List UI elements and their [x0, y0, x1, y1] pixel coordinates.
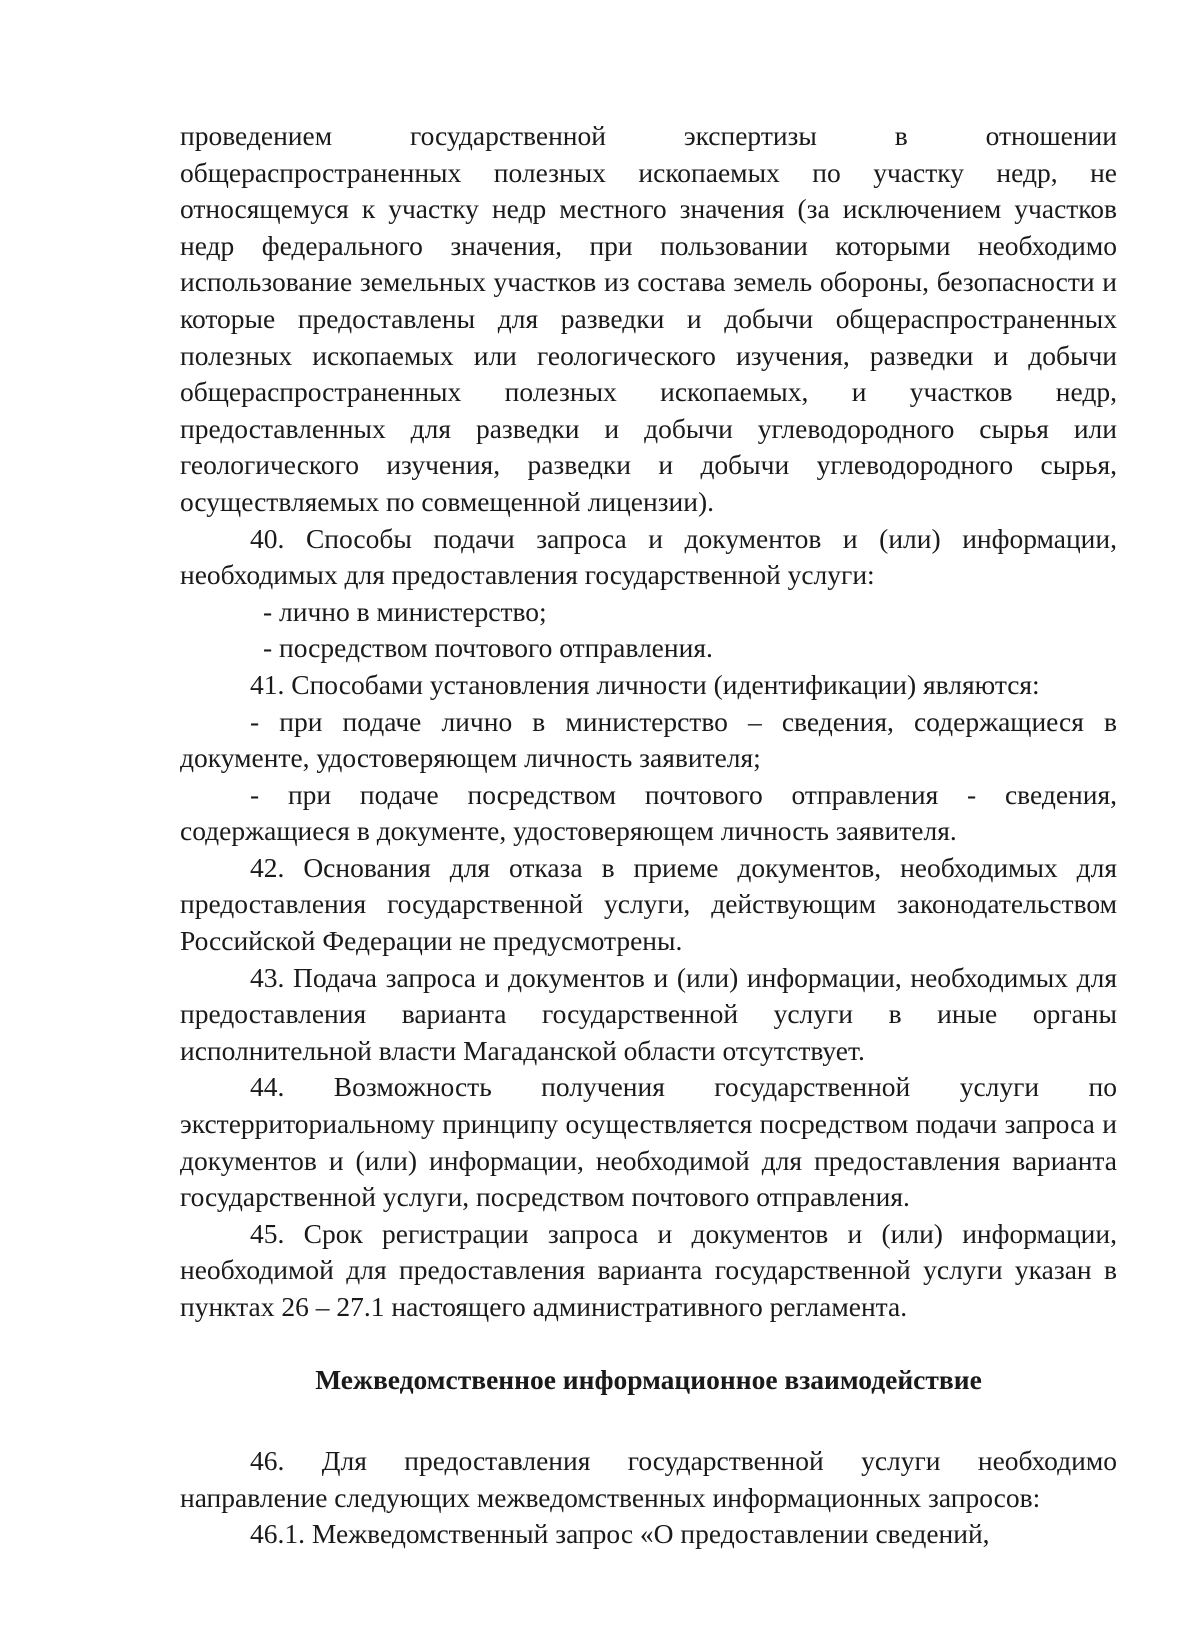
list-item-in-person: - лично в министерство; [263, 595, 547, 627]
paragraph-44: 44. Возможность получения государственной услуги по экстерриториальному принципу осуществляется посредством подачи запроса и документов и (или) информации, необходимой для предоставления варианта государственной услуги, посредством почтового отправления. [180, 1071, 1117, 1213]
list-item-identity-by-post: - при подаче посредством почтового отправления - сведения, содержащиеся в документе, удостоверяющем личность заявителя. [180, 778, 1117, 847]
paragraph-46-1: 46.1. Межведомственный запрос «О предоставлении сведений, [250, 1518, 990, 1550]
paragraph-40: 40. Способы подачи запроса и документов и (или) информации, необходимых для предоставления государственной услуги: [180, 522, 1117, 591]
paragraphs-after-heading [180, 1443, 1117, 1553]
paragraph-45: 45. Срок регистрации запроса и документов и (или) информации, необходимой для предоставления варианта государственной услуги указан в пунктах 26 – 27.1 настоящего административного регламента. [180, 1217, 1117, 1322]
paragraph-46: 46. Для предоставления государственной услуги необходимо направление следующих межведомственных информационных запросов: [180, 1445, 1117, 1513]
paragraphs-before-heading [180, 118, 1117, 1326]
paragraph-42: 42. Основания для отказа в приеме документов, необходимых для предоставления государственной услуги, действующим законодательством Российской Федерации не предусмотрены. [180, 851, 1117, 957]
document-body [180, 118, 1117, 1553]
paragraph-41: 41. Способами установления личности (идентификации) являются: [250, 668, 1040, 700]
paragraph-43: 43. Подача запроса и документов и (или) информации, необходимых для предоставления варианта государственной услуги в иные органы исполнительной власти Магаданской области отсутствует. [180, 961, 1117, 1066]
list-item-identity-in-person: - при подаче лично в министерство – сведения, содержащиеся в документе, удостоверяющем личность заявителя; [180, 705, 1117, 774]
paragraph-continuation: проведением государственной экспертизы в отношении общераспространенных полезных ископаемых по участку недр, не относящемуся к участку недр местного значения (за исключением участков недр федерального значения, при пользовании которыми необходимо использование земельных участков из состава земель обороны, безопасности и которые предоставлены для разведки и добычи общераспространенных полезных ископаемых или геологического изучения, разведки и добычи общераспространенных полезных ископаемых, и участков недр, предоставленных для разведки и добычи углеводородного сырья или геологического изучения, разведки и добычи углеводородного сырья, осуществляемых по совмещенной лицензии). [180, 120, 1117, 517]
section-heading: Межведомственное информационное взаимодействие [315, 1363, 982, 1395]
list-item-by-post: - посредством почтового отправления. [263, 632, 713, 664]
